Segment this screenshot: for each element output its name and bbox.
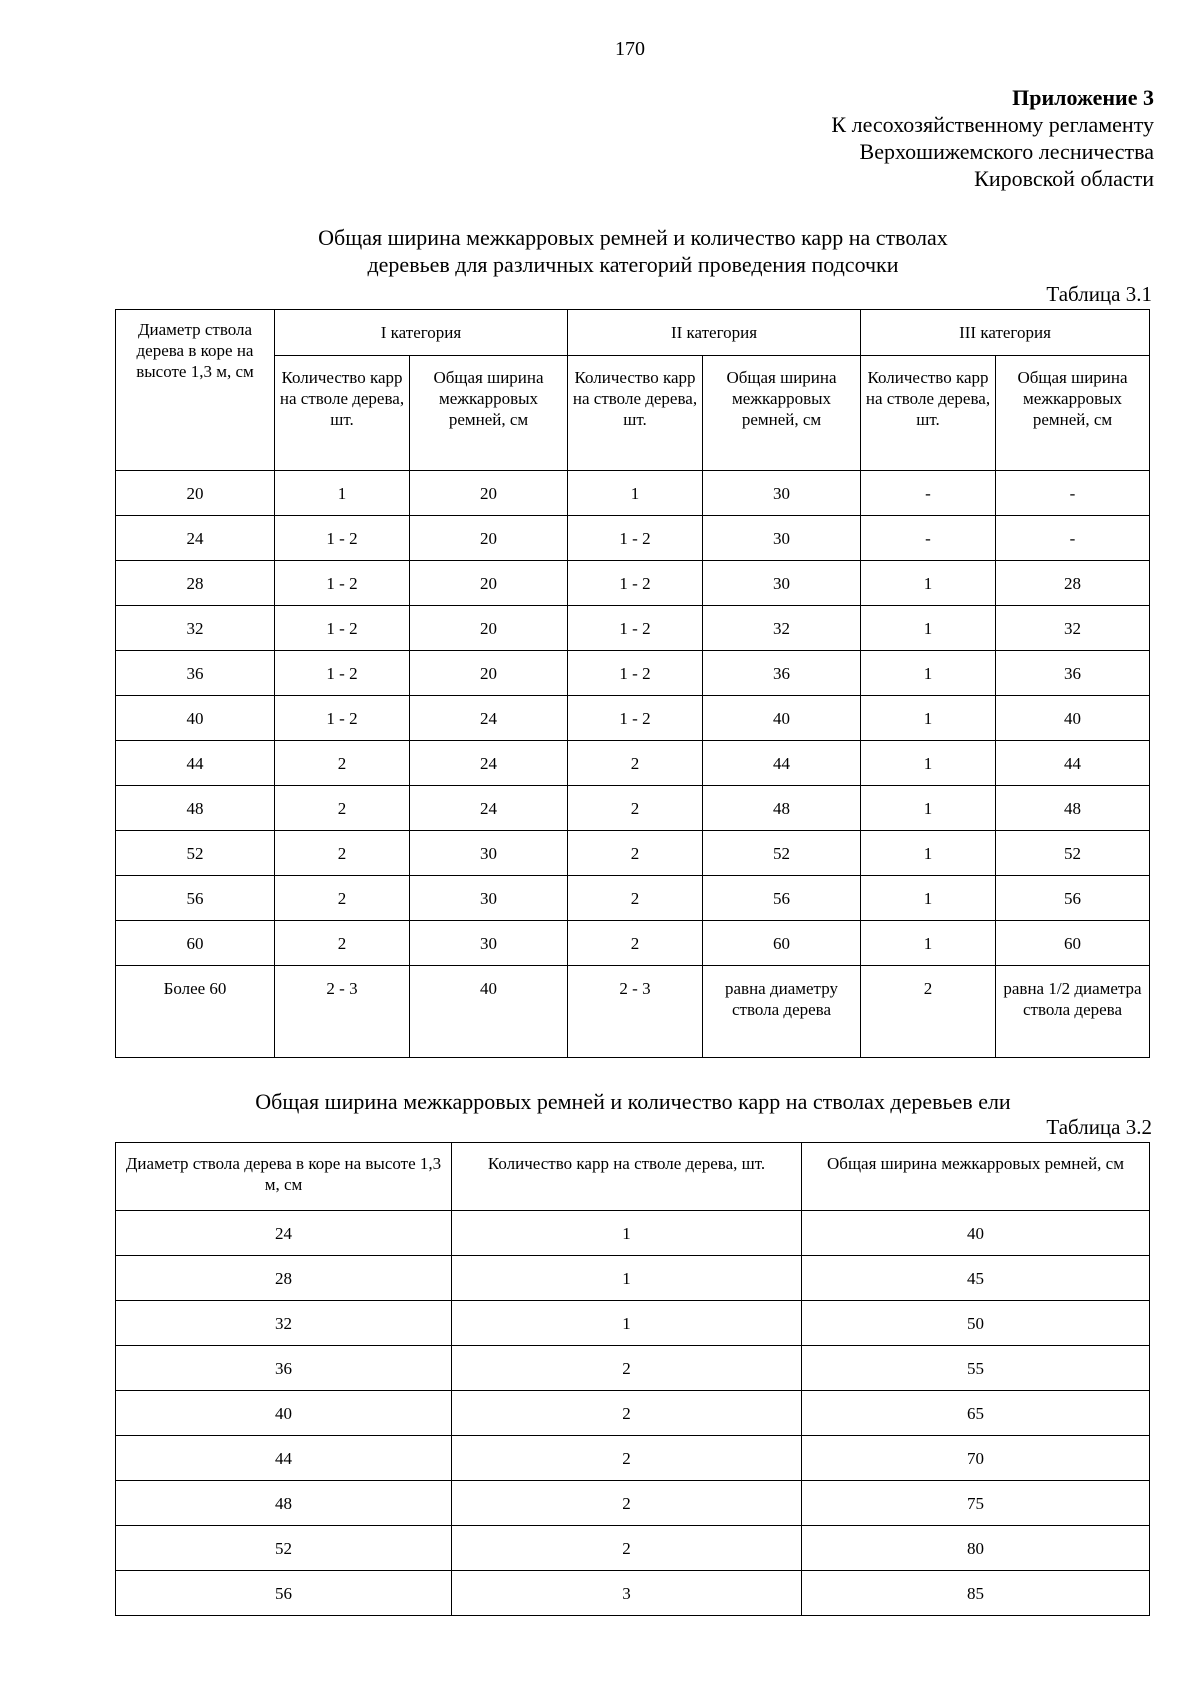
table2-header-width: Общая ширина межкарровых ремней, см: [802, 1143, 1150, 1211]
table1-cell-cat1-width: 40: [410, 966, 568, 1058]
table1-cell-diameter: 40: [116, 696, 275, 741]
table1-cell-cat3-count: 1: [861, 651, 996, 696]
table2-cell-diameter: 44: [116, 1436, 452, 1481]
table2: [115, 1142, 1150, 1616]
table1-cell-cat1-count: 2 - 3: [275, 966, 410, 1058]
table2-cell-diameter: 32: [116, 1301, 452, 1346]
table1-row: [116, 831, 1150, 876]
table1-cell-cat1-count: 2: [275, 876, 410, 921]
table1-cell-cat1-width: 24: [410, 696, 568, 741]
appendix-label: Приложение 3: [1012, 85, 1154, 110]
table1-cell-diameter: 20: [116, 471, 275, 516]
table2-row: [116, 1256, 1150, 1301]
table1-cell-cat3-width: равна 1/2 диаметра ствола дерева: [996, 966, 1150, 1058]
table1-cell-cat1-width: 20: [410, 561, 568, 606]
table1-cell-cat2-width: 32: [703, 606, 861, 651]
table1-label: Таблица 3.1: [1046, 282, 1152, 306]
table1-cell-cat1-count: 1 - 2: [275, 561, 410, 606]
table1-subheader-count: Количество карр на стволе дерева, шт.: [861, 356, 996, 471]
appendix-header: [831, 84, 1154, 192]
table1-cell-cat2-count: 2: [568, 876, 703, 921]
table2-body: [116, 1211, 1150, 1616]
table1: [115, 309, 1150, 1058]
table2-cell-count: 2: [452, 1436, 802, 1481]
table1-cell-cat3-width: 60: [996, 921, 1150, 966]
table1-cell-cat1-count: 2: [275, 921, 410, 966]
table1-cell-cat2-count: 1 - 2: [568, 651, 703, 696]
table1-cell-cat2-width: 30: [703, 471, 861, 516]
table2-cell-count: 1: [452, 1256, 802, 1301]
table1-cell-cat3-width: 52: [996, 831, 1150, 876]
table1-cell-cat1-count: 1 - 2: [275, 516, 410, 561]
table1-subheader-count: Количество карр на стволе дерева, шт.: [568, 356, 703, 471]
table2-cell-width: 40: [802, 1211, 1150, 1256]
table1-cell-cat3-width: 48: [996, 786, 1150, 831]
table1-cell-cat2-width: 44: [703, 741, 861, 786]
table1-cell-diameter: 60: [116, 921, 275, 966]
table1-row: [116, 876, 1150, 921]
table2-cell-diameter: 36: [116, 1346, 452, 1391]
table2-cell-diameter: 40: [116, 1391, 452, 1436]
table1-cell-diameter: 52: [116, 831, 275, 876]
table1-title-line-1: Общая ширина межкарровых ремней и количество карр на стволах: [318, 225, 948, 250]
table1-cell-cat1-count: 2: [275, 831, 410, 876]
table1-row-over-60: [116, 966, 1150, 1058]
table1-cell-cat3-width: 40: [996, 696, 1150, 741]
table2-cell-diameter: 48: [116, 1481, 452, 1526]
table1-cell-cat3-count: -: [861, 516, 996, 561]
table2-row: [116, 1571, 1150, 1616]
table2-cell-diameter: 24: [116, 1211, 452, 1256]
table1-cell-diameter: 32: [116, 606, 275, 651]
table2-cell-count: 2: [452, 1526, 802, 1571]
table1-cell-cat2-count: 1 - 2: [568, 561, 703, 606]
table1-cell-cat2-width: 56: [703, 876, 861, 921]
table1-subheader-width: Общая ширина межкарровых ремней, см: [410, 356, 568, 471]
table1-cell-cat1-width: 20: [410, 606, 568, 651]
table2-cell-width: 80: [802, 1526, 1150, 1571]
table1-cell-cat2-width: равна диаметру ствола дерева: [703, 966, 861, 1058]
table1-cell-diameter: 44: [116, 741, 275, 786]
table1-category-row: [116, 310, 1150, 356]
table1-row: [116, 651, 1150, 696]
table1-cell-cat1-count: 2: [275, 786, 410, 831]
table1-cell-cat1-width: 20: [410, 651, 568, 696]
table1-cell-cat3-width: -: [996, 516, 1150, 561]
table1-cell-cat2-width: 52: [703, 831, 861, 876]
table1-row: [116, 921, 1150, 966]
table2-cell-diameter: 52: [116, 1526, 452, 1571]
table2-cell-width: 45: [802, 1256, 1150, 1301]
table1-cell-cat2-count: 2: [568, 786, 703, 831]
table2-row: [116, 1301, 1150, 1346]
table1-subheader-count: Количество карр на стволе дерева, шт.: [275, 356, 410, 471]
table1-cell-diameter: 28: [116, 561, 275, 606]
table2-cell-diameter: 56: [116, 1571, 452, 1616]
table1-cell-cat2-count: 1: [568, 471, 703, 516]
table2-cell-width: 85: [802, 1571, 1150, 1616]
table2-row: [116, 1436, 1150, 1481]
appendix-line-1: К лесохозяйственному регламенту: [831, 112, 1154, 137]
table1-cell-cat1-width: 30: [410, 921, 568, 966]
table2-cell-count: 2: [452, 1481, 802, 1526]
table1-cell-cat3-count: 1: [861, 921, 996, 966]
appendix-line-3: Кировской области: [974, 166, 1154, 191]
table1-cell-cat3-width: 28: [996, 561, 1150, 606]
table1-title: [116, 224, 1150, 278]
table1-cell-cat2-width: 30: [703, 561, 861, 606]
table1-cell-cat3-count: 1: [861, 561, 996, 606]
table1-cell-cat2-width: 36: [703, 651, 861, 696]
table1-cell-cat2-width: 30: [703, 516, 861, 561]
table2-cell-count: 2: [452, 1346, 802, 1391]
table1-header-diameter: Диаметр ствола дерева в коре на высоте 1,3 м, см: [116, 310, 275, 471]
table2-row: [116, 1346, 1150, 1391]
table1-cell-cat2-width: 48: [703, 786, 861, 831]
table1-cell-diameter: 48: [116, 786, 275, 831]
table1-cell-cat1-width: 20: [410, 471, 568, 516]
appendix-line-2: Верхошижемского лесничества: [859, 139, 1154, 164]
table2-cell-width: 65: [802, 1391, 1150, 1436]
table1-cell-cat2-count: 2: [568, 741, 703, 786]
table1-subheader-width: Общая ширина межкарровых ремней, см: [703, 356, 861, 471]
table2-cell-width: 75: [802, 1481, 1150, 1526]
table1-cell-cat3-width: 56: [996, 876, 1150, 921]
table1-cell-diameter: Более 60: [116, 966, 275, 1058]
table1-row: [116, 786, 1150, 831]
table1-cell-diameter: 36: [116, 651, 275, 696]
table1-cell-cat1-count: 1: [275, 471, 410, 516]
table1-cell-cat3-width: 36: [996, 651, 1150, 696]
table1-cell-cat2-width: 40: [703, 696, 861, 741]
table1-row: [116, 696, 1150, 741]
table1-cell-cat1-count: 1 - 2: [275, 696, 410, 741]
table1-cell-cat3-count: 1: [861, 831, 996, 876]
table1-cell-cat1-count: 1 - 2: [275, 651, 410, 696]
table2-row: [116, 1526, 1150, 1571]
table1-cell-cat2-count: 2: [568, 921, 703, 966]
table1-cell-cat3-count: 1: [861, 876, 996, 921]
table1-cell-cat1-width: 30: [410, 876, 568, 921]
table1-subheader-width: Общая ширина межкарровых ремней, см: [996, 356, 1150, 471]
table2-row: [116, 1391, 1150, 1436]
table2-cell-count: 1: [452, 1211, 802, 1256]
table2-label: Таблица 3.2: [1046, 1115, 1152, 1139]
table1-cell-cat3-count: 1: [861, 741, 996, 786]
table1-header-category-1: I категория: [275, 310, 568, 356]
table1-body: [116, 471, 1150, 1058]
table1-cell-cat3-count: 1: [861, 786, 996, 831]
table1-header-category-2: II категория: [568, 310, 861, 356]
table1-cell-cat2-count: 1 - 2: [568, 516, 703, 561]
table1-cell-cat3-count: 1: [861, 696, 996, 741]
table1-cell-cat1-count: 2: [275, 741, 410, 786]
table2-row: [116, 1481, 1150, 1526]
table2-header-diameter: Диаметр ствола дерева в коре на высоте 1,3 м, см: [116, 1143, 452, 1211]
table1-cell-diameter: 56: [116, 876, 275, 921]
table1-cell-cat2-count: 2 - 3: [568, 966, 703, 1058]
table1-cell-cat1-width: 24: [410, 741, 568, 786]
table1-cell-cat3-width: 32: [996, 606, 1150, 651]
table2-cell-count: 3: [452, 1571, 802, 1616]
table1-cell-cat1-width: 30: [410, 831, 568, 876]
table2-cell-count: 1: [452, 1301, 802, 1346]
table1-row: [116, 606, 1150, 651]
table1-cell-cat3-count: -: [861, 471, 996, 516]
table1-row: [116, 561, 1150, 606]
table1-cell-cat1-width: 20: [410, 516, 568, 561]
table1-row: [116, 471, 1150, 516]
table1-row: [116, 516, 1150, 561]
table2-header-row: [116, 1143, 1150, 1211]
table1-header-category-3: III категория: [861, 310, 1150, 356]
table2-cell-count: 2: [452, 1391, 802, 1436]
table1-cell-diameter: 24: [116, 516, 275, 561]
table2-cell-width: 55: [802, 1346, 1150, 1391]
table2-header-count: Количество карр на стволе дерева, шт.: [452, 1143, 802, 1211]
table1-cell-cat1-count: 1 - 2: [275, 606, 410, 651]
table1-cell-cat3-count: 2: [861, 966, 996, 1058]
table1-cell-cat2-count: 2: [568, 831, 703, 876]
table2-row: [116, 1211, 1150, 1256]
table1-cell-cat2-width: 60: [703, 921, 861, 966]
table2-title: Общая ширина межкарровых ремней и количество карр на стволах деревьев ели: [255, 1089, 1011, 1114]
table1-cell-cat1-width: 24: [410, 786, 568, 831]
table1-cell-cat3-width: -: [996, 471, 1150, 516]
table2-cell-diameter: 28: [116, 1256, 452, 1301]
table1-cell-cat2-count: 1 - 2: [568, 606, 703, 651]
table2-cell-width: 70: [802, 1436, 1150, 1481]
table1-cell-cat3-width: 44: [996, 741, 1150, 786]
table1-title-line-2: деревьев для различных категорий проведения подсочки: [367, 252, 899, 277]
table2-cell-width: 50: [802, 1301, 1150, 1346]
table1-cell-cat2-count: 1 - 2: [568, 696, 703, 741]
table1-cell-cat3-count: 1: [861, 606, 996, 651]
page-number: 170: [615, 38, 645, 60]
table1-row: [116, 741, 1150, 786]
